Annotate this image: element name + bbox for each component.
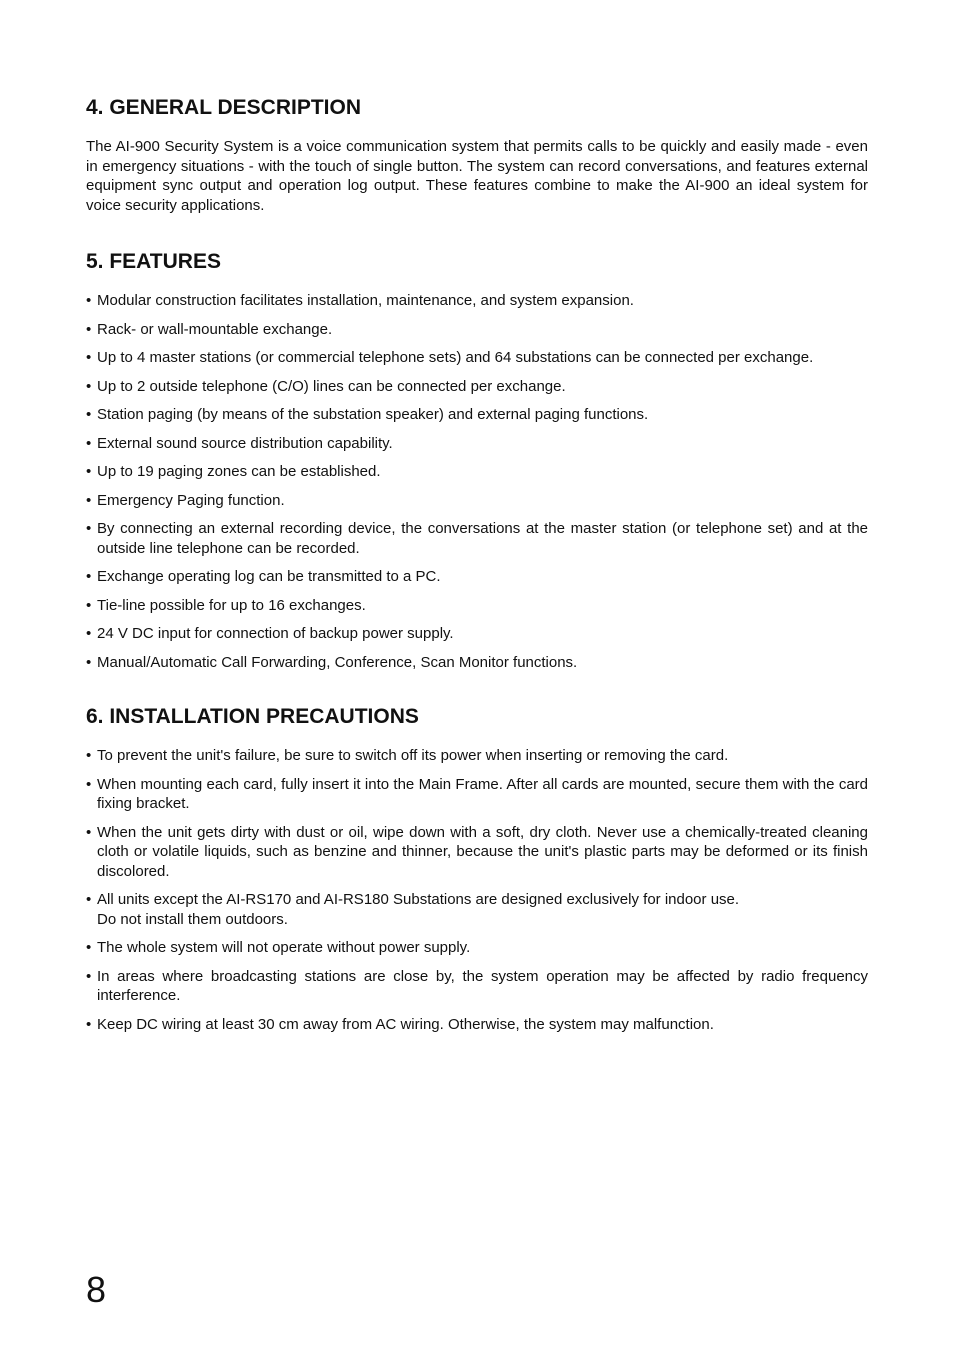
- bullet-icon: •: [86, 434, 92, 452]
- list-item: • Rack- or wall-mountable exchange.: [86, 320, 333, 338]
- list-item: • Manual/Automatic Call Forwarding, Conference, Scan Monitor functions.: [86, 653, 578, 671]
- bullet-icon: •: [86, 775, 92, 793]
- list-item: • To prevent the unit's failure, be sure to switch off its power when inserting or removing the card.: [86, 747, 729, 764]
- bullet-icon: •: [86, 939, 92, 956]
- section-features: [86, 248, 868, 672]
- bullet-icon: •: [86, 823, 92, 841]
- bullet-icon: •: [86, 320, 92, 338]
- list-item: • 24 V DC input for connection of backup power supply.: [86, 625, 454, 642]
- list-item: • By connecting an external recording device, the conversations at the master station (or telephone set) and at the outside line telephone can be recorded.: [86, 520, 868, 557]
- bullet-icon: •: [86, 568, 92, 585]
- bullet-icon: •: [86, 747, 92, 764]
- installation-precautions-heading: 6. INSTALLATION PRECAUTIONS: [86, 705, 419, 728]
- list-item: • Exchange operating log can be transmitted to a PC.: [86, 568, 441, 585]
- bullet-icon: •: [86, 349, 92, 366]
- bullet-icon: •: [86, 625, 92, 642]
- list-item: • Tie-line possible for up to 16 exchanges.: [86, 596, 366, 614]
- general-description-body: The AI-900 Security System is a voice communication system that permits calls to be quickly and easily made - even in emergency situations - with the touch of single button. The system can record conversations, and features external equipment sync output and operation log output. These features combine to make the AI-900 an ideal system for voice security applications.: [86, 138, 868, 214]
- list-item: • Up to 4 master stations (or commercial telephone sets) and 64 substations can be connected per exchange.: [86, 349, 814, 366]
- features-list: [86, 291, 868, 672]
- bullet-icon: •: [86, 596, 92, 614]
- page-number: 8: [86, 1269, 107, 1310]
- bullet-icon: •: [86, 520, 92, 537]
- precautions-list: [86, 746, 868, 1034]
- list-item: • Station paging (by means of the substation speaker) and external paging functions.: [86, 406, 649, 423]
- bullet-icon: •: [86, 967, 92, 985]
- bullet-icon: •: [86, 1015, 92, 1033]
- list-item: • When mounting each card, fully insert it into the Main Frame. After all cards are mounted, secure them with the card fixing bracket.: [86, 775, 868, 812]
- list-item: • Emergency Paging function.: [86, 491, 285, 509]
- general-description-heading: 4. GENERAL DESCRIPTION: [86, 96, 361, 119]
- list-item: • Up to 2 outside telephone (C/O) lines can be connected per exchange.: [86, 377, 566, 395]
- bullet-icon: •: [86, 406, 92, 423]
- bullet-icon: •: [86, 292, 92, 309]
- bullet-icon: •: [86, 491, 92, 509]
- section-installation-precautions: [86, 703, 868, 1034]
- list-item: • Modular construction facilitates installation, maintenance, and system expansion.: [86, 292, 634, 309]
- list-item: • When the unit gets dirty with dust or oil, wipe down with a soft, dry cloth. Never use a chemically-treated cleaning cloth or volatile liquids, such as benzine and thinner, because the unit's plastic parts may be deformed or its finish discolored.: [86, 823, 868, 880]
- bullet-icon: •: [86, 463, 92, 480]
- bullet-icon: •: [86, 891, 92, 908]
- section-general-description: [86, 94, 868, 215]
- list-item: • The whole system will not operate without power supply.: [86, 939, 471, 956]
- bullet-icon: •: [86, 377, 92, 395]
- list-item: • In areas where broadcasting stations are close by, the system operation may be affected by radio frequency interference.: [86, 967, 868, 1004]
- page-content: [86, 94, 868, 1065]
- list-item: • Up to 19 paging zones can be established.: [86, 463, 381, 480]
- features-heading: 5. FEATURES: [86, 250, 221, 273]
- bullet-icon: •: [86, 653, 92, 671]
- list-item: • All units except the AI-RS170 and AI-RS180 Substations are designed exclusively for indoor use. Do not install them outdoors.: [86, 891, 740, 928]
- list-item: • Keep DC wiring at least 30 cm away from AC wiring. Otherwise, the system may malfunction.: [86, 1015, 714, 1033]
- list-item: • External sound source distribution capability.: [86, 434, 393, 452]
